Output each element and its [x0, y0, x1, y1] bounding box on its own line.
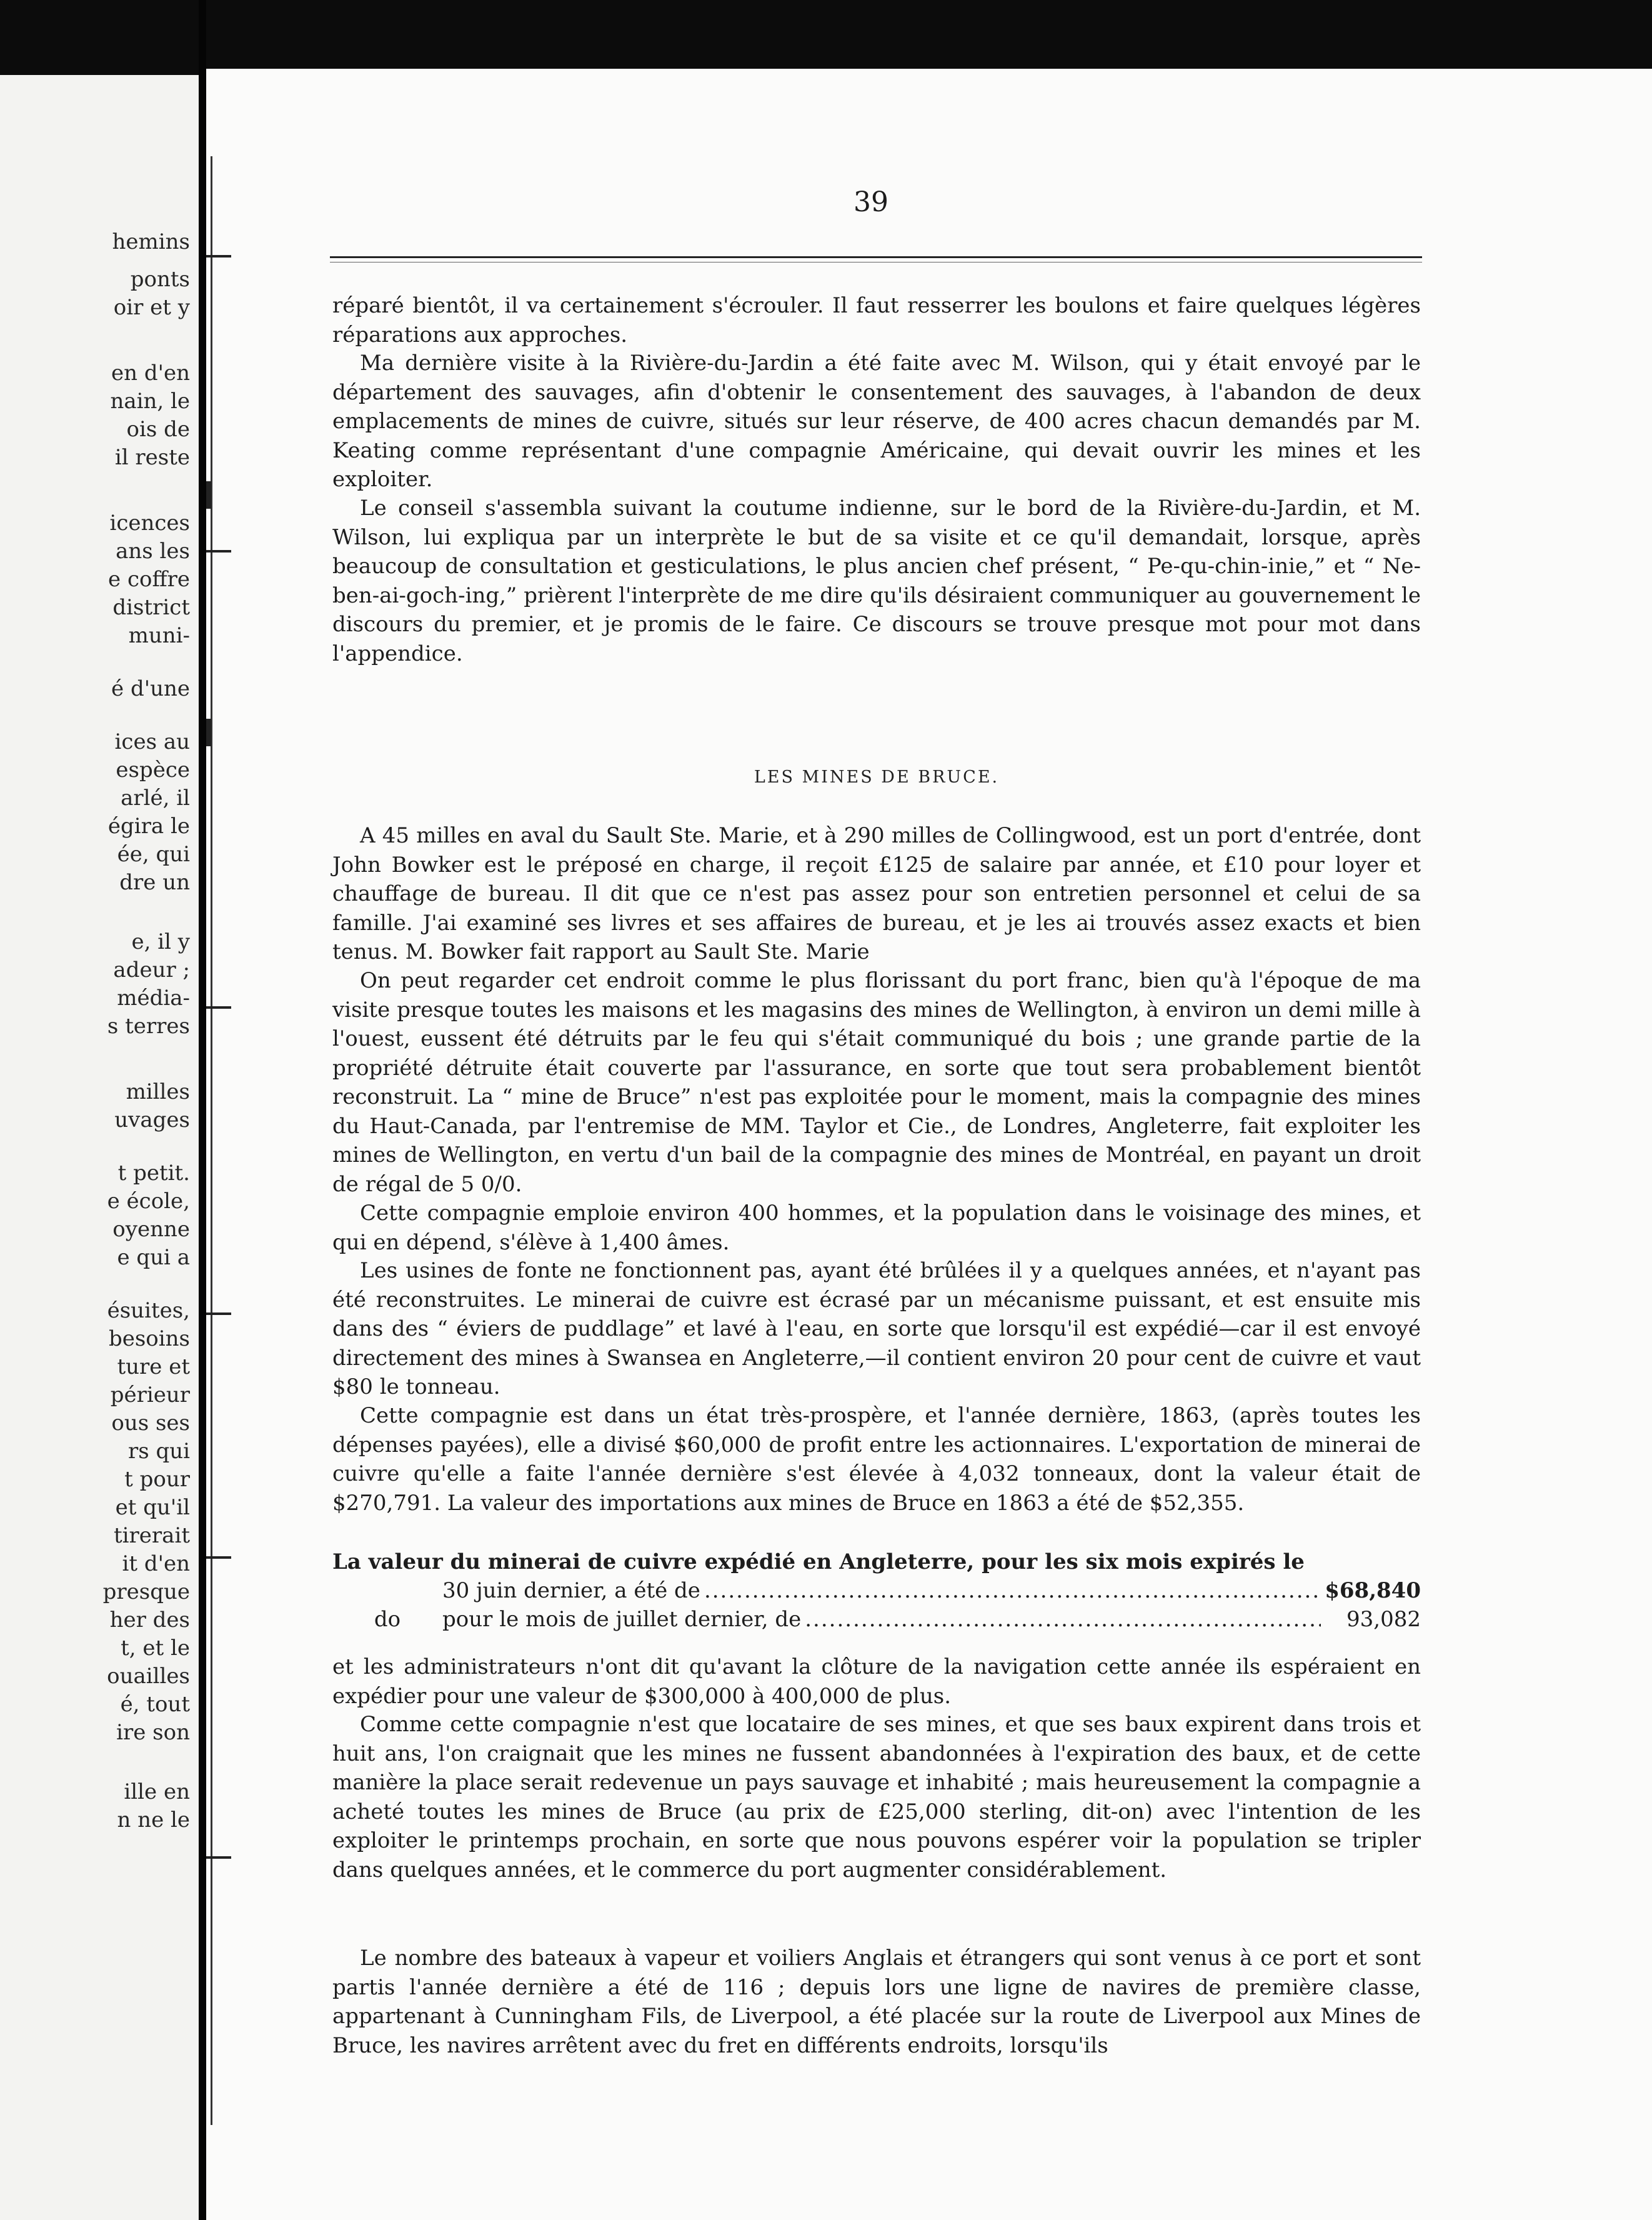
header-rule: [330, 256, 1422, 262]
page-number: 39: [853, 186, 888, 218]
paragraph-10: Comme cette compagnie n'est que locataire de ses mines, et que ses baux expirent dans trois et huit ans, l'on craignait que les mines ne fussent abandonnées à l'expiration des baux, et de cette manière la place serait redevenue un pays sauvage et inhabité ; mais heureusement la compagnie a acheté toutes les mines de Bruce (au prix de £25,000 sterling, dit-on) avec l'intention de les exploiter le printemps prochain, en sorte que nous pouvons espérer voir la population se tripler dans quelques années, et le commerce du port augmenter considérablement.: [332, 1712, 1421, 1882]
left-page-text-fragment: ois de: [126, 417, 190, 442]
book-gutter: [199, 0, 206, 2220]
left-page-text-fragment: ésuites,: [107, 1298, 190, 1323]
left-page-margin: [0, 75, 199, 2220]
page-edge-mark: [206, 1556, 231, 1559]
paragraph-11: Le nombre des bateaux à vapeur et voiliers Anglais et étrangers qui sont venus à ce port et sont partis l'année dernière a été de 116 ; depuis lors une ligne de navires de première classe, appartenant à Cunningham Fils, de Liverpool, a été placée sur la route de Liverpool aux Mines de Bruce, les navires arrêtent avec du fret en différents endroits, lorsqu'ils: [332, 1946, 1421, 2058]
left-page-text-fragment: dre un: [119, 870, 190, 895]
left-page-text-fragment: e qui a: [117, 1245, 190, 1270]
page-edge-mark: [206, 550, 231, 552]
left-page-text-fragment: ée, qui: [117, 842, 190, 867]
left-page-text-fragment: oir et y: [113, 295, 190, 320]
ledger-row: [332, 1576, 1421, 1605]
paragraph-4: A 45 milles en aval du Sault Ste. Marie, et à 290 milles de Collingwood, est un port d'entrée, dont John Bowker est le préposé en charge, il reçoit £125 de salaire par année, et £10 pour loyer et chauffage de bureau. Il dit que ce n'est pas assez pour son entretien personnel et celui de sa famille. J'ai examiné ses livres et ses affaires de bureau, et je les ai trouvés assez exacts et bien tenus. M. Bowker fait rapport au Sault Ste. Marie: [332, 823, 1421, 964]
ledger-leader-dots: [700, 1576, 1321, 1605]
left-page-text-fragment: presque: [102, 1579, 190, 1604]
left-page-text-fragment: périeur: [110, 1382, 190, 1408]
left-page-text-fragment: ille en: [124, 1779, 190, 1804]
left-page-text-fragment: it d'en: [122, 1551, 190, 1576]
page-edge-mark: [206, 255, 231, 258]
left-page-text-fragment: é d'une: [111, 676, 190, 701]
left-page-text-fragment: muni-: [128, 623, 190, 648]
paragraph-9: et les administrateurs n'ont dit qu'avant la clôture de la navigation cette année ils espéraient en expédier pour une valeur de $300,000 à 400,000 de plus.: [332, 1654, 1421, 1709]
left-page-text-fragment: en d'en: [111, 361, 190, 386]
page-edge-line: [211, 156, 212, 2125]
paragraph-7: Les usines de fonte ne fonctionnent pas, ayant été brûlées il y a quelques années, et n'ayant pas été reconstruites. Le minerai de cuivre est écrasé par un mécanisme puissant, et est ensuite mis dans des “ éviers de puddlage” et lavé à l'eau, en sorte que lorsqu'il est expédié—car il est envoyé directement des mines à Swansea en Angleterre,—il contient environ 20 pour cent de cuivre et vaut $80 le tonneau.: [332, 1258, 1421, 1399]
ledger-label: pour le mois de juillet dernier, de: [442, 1607, 802, 1632]
paragraph-3: Le conseil s'assembla suivant la coutume indienne, sur le bord de la Rivière-du-Jardin, et M. Wilson, lui expliqua par un interprète le but de sa visite et ce qu'il demandait, lorsque, après beaucoup de consultation et gesticulations, le plus ancien chef présent, “ Pe-qu-chin-inie,” et “ Ne-ben-ai-goch-ing,” prièrent l'interprète de me dire qu'ils désiraient communiquer au gouvernement le discours du premier, et je promis de le faire. Ce discours se trouve presque mot pour mot dans l'appendice.: [332, 496, 1421, 666]
left-page-text-fragment: ous ses: [111, 1411, 190, 1436]
left-page-text-fragment: icences: [109, 511, 190, 536]
page-edge-mark: [206, 1856, 231, 1859]
left-page-text-fragment: et qu'il: [115, 1495, 190, 1520]
left-page-text-fragment: ouailles: [107, 1664, 190, 1689]
ledger-leader-dots: [801, 1605, 1321, 1634]
ledger-label: 30 juin dernier, a été de: [442, 1578, 700, 1603]
section-title: LES MINES DE BRUCE.: [754, 768, 1000, 787]
left-page-text-fragment: her des: [109, 1608, 190, 1632]
left-page-text-fragment: tirerait: [114, 1523, 190, 1548]
ledger-amount: 93,082: [1346, 1607, 1421, 1632]
ledger-row: [332, 1605, 1421, 1634]
left-page-text-fragment: hemins: [112, 229, 190, 254]
page-edge-mark: [206, 1312, 231, 1315]
left-page-text-fragment: nain, le: [110, 389, 190, 414]
page-edge-mark: [206, 1006, 231, 1009]
left-page-text-fragment: ture et: [117, 1354, 190, 1379]
left-page-text-fragment: égira le: [107, 814, 190, 839]
paragraph-8: Cette compagnie est dans un état très-prospère, et l'année dernière, 1863, (après toutes les dépenses payées), elle a divisé $60,000 de profit entre les actionnaires. L'exportation de minerai de cuivre qu'elle a faite l'année dernière s'est élevée à 4,032 tonneaux, dont la valeur était de $270,791. La valeur des importations aux mines de Bruce en 1863 a été de $52,355.: [332, 1403, 1421, 1516]
left-page-text-fragment: n ne le: [117, 1808, 190, 1832]
paragraph-5: On peut regarder cet endroit comme le plus florissant du port franc, bien qu'à l'époque de ma visite presque toutes les maisons et les magasins des mines de Wellington, à environ un demi mille à l'ouest, eussent été détruits par le feu qui s'était communiqué du bois ; une grande partie de la propriété détruite était couverte par l'assurance, en sorte que tout sera probablement bientôt reconstruit. La “ mine de Bruce” n'est pas exploitée pour le moment, mais la compagnie des mines du Haut-Canada, par l'entremise de MM. Taylor et Cie., de Londres, Angleterre, fait exploiter les mines de Wellington, en vertu d'un bail de la compagnie des mines de Montréal, en payant un droit de régal de 5 0/0.: [332, 968, 1421, 1197]
page-edge-mark: [206, 719, 211, 746]
left-page-text-fragment: t, et le: [121, 1636, 190, 1661]
left-page-text-fragment: ponts: [130, 267, 190, 292]
paragraph-1: réparé bientôt, il va certainement s'écrouler. Il faut resserrer les boulons et faire quelques légères réparations aux approches.: [332, 293, 1421, 348]
left-page-text-fragment: e, il y: [131, 929, 190, 954]
left-page-text-fragment: adeur ;: [113, 958, 190, 982]
left-page-text-fragment: milles: [126, 1079, 190, 1104]
left-page-text-fragment: il reste: [114, 445, 190, 470]
left-page-text-fragment: rs qui: [127, 1439, 190, 1464]
ledger-prefix: do: [374, 1607, 401, 1632]
ledger-prefix: [332, 1576, 442, 1605]
ledger-amount: $68,840: [1325, 1578, 1421, 1603]
paragraph-6: Cette compagnie emploie environ 400 hommes, et la population dans le voisinage des mines, et qui en dépend, s'élève à 1,400 âmes.: [332, 1201, 1421, 1255]
page-edge-mark: [206, 481, 211, 509]
left-page-text-fragment: district: [112, 595, 190, 620]
left-page-text-fragment: é, tout: [120, 1692, 190, 1717]
left-page-text-fragment: e école,: [107, 1189, 190, 1214]
book-page: [206, 69, 1652, 2220]
paragraph-2: Ma dernière visite à la Rivière-du-Jardin a été faite avec M. Wilson, qui y était envoyé par le département des sauvages, afin d'obtenir le consentement des sauvages, à l'abandon de deux emplacements de mines de cuivre, situés sur leur réserve, de 400 acres chacun demandés par M. Keating comme représentant d'une compagnie Américaine, qui devait ouvrir les mines et les exploiter.: [332, 351, 1421, 492]
left-page-text-fragment: ans les: [116, 539, 190, 564]
left-page-text-fragment: besoins: [108, 1326, 190, 1351]
left-page-text-fragment: oyenne: [112, 1217, 190, 1242]
left-page-text-fragment: uvages: [114, 1108, 190, 1132]
ledger-intro: La valeur du minerai de cuivre expédié en Angleterre, pour les six mois expirés le: [332, 1549, 1305, 1574]
left-page-text-fragment: ices au: [114, 729, 190, 754]
left-page-text-fragment: s terres: [107, 1014, 190, 1039]
left-page-text-fragment: e coffre: [108, 567, 190, 592]
left-page-text-fragment: arlé, il: [121, 786, 190, 811]
left-page-text-fragment: ire son: [116, 1720, 190, 1745]
left-page-text-fragment: t petit.: [117, 1161, 190, 1186]
left-page-text-fragment: média-: [117, 986, 190, 1011]
left-page-text-fragment: t pour: [124, 1467, 190, 1492]
left-page-text-fragment: espèce: [116, 758, 190, 782]
